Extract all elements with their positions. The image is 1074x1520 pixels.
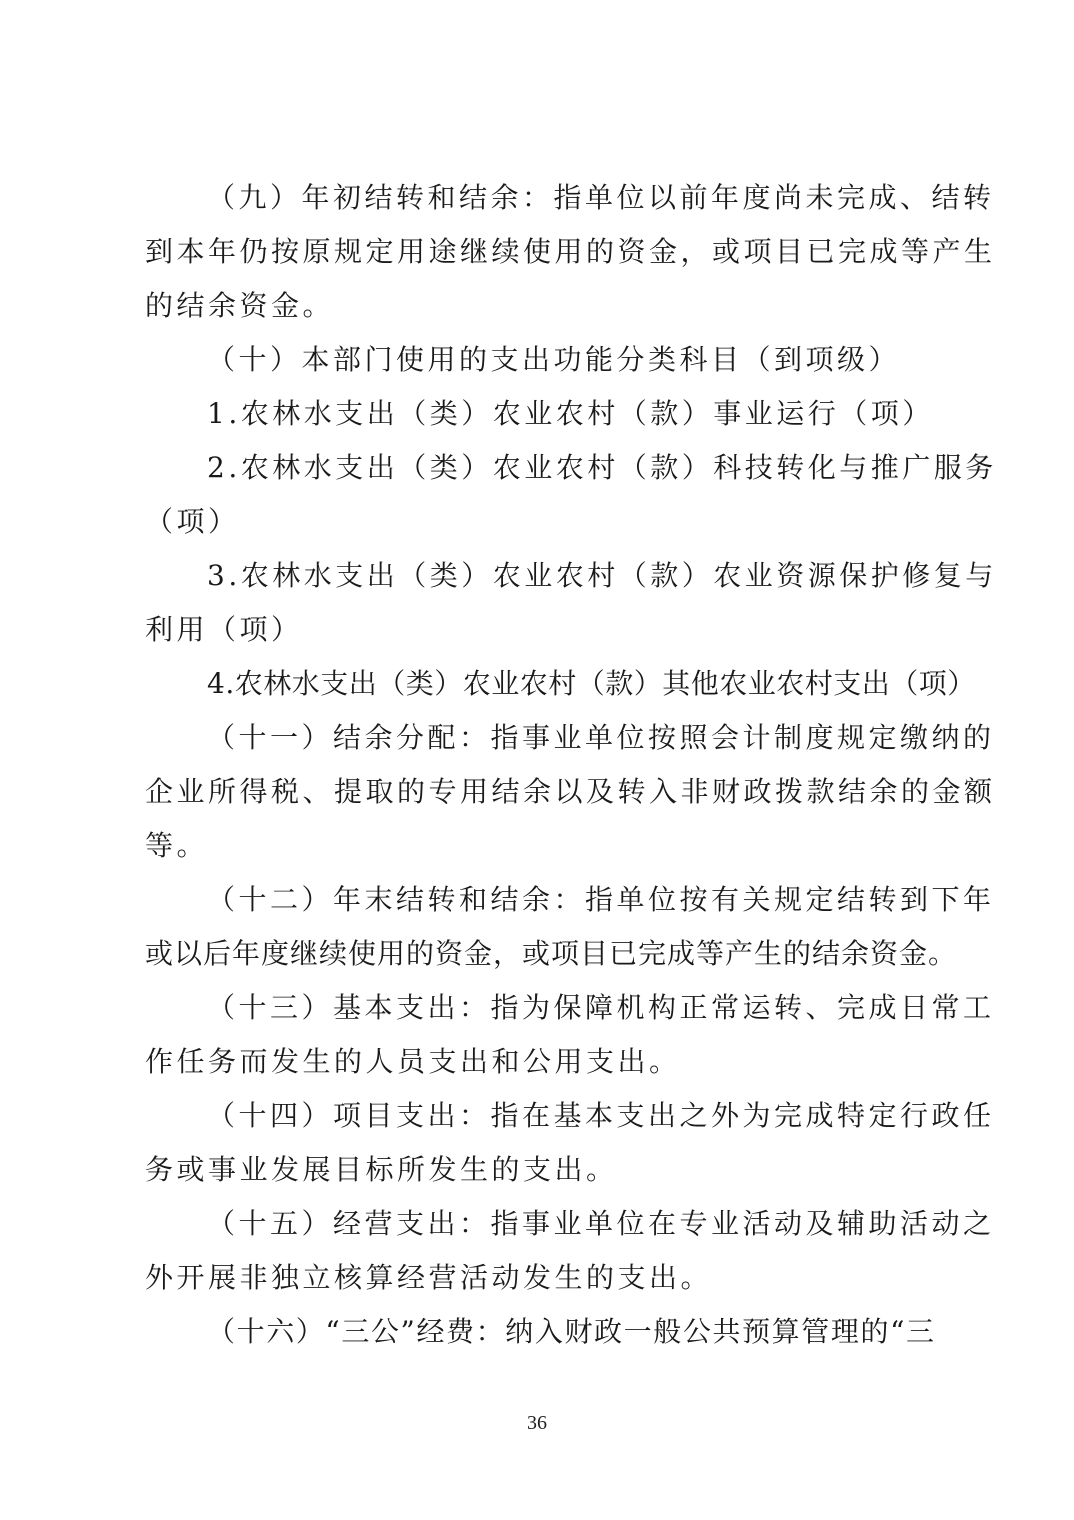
text-line: 4.农林水支出（类）农业农村（款）其他农业农村支出（项） [207,667,976,700]
text-line: （十二）年末结转和结余：指单位按有关规定结转到下年 [207,883,995,916]
text-line: （十六）“三公”经费：纳入财政一般公共预算管理的“三 [207,1315,935,1348]
text-line: （十四）项目支出：指在基本支出之外为完成特定行政任 [207,1099,995,1132]
text-line: （十一）结余分配：指事业单位按照会计制度规定缴纳的 [207,721,995,754]
text-line: 或以后年度继续使用的资金，或项目已完成等产生的结余资金。 [145,937,958,970]
text-line: 作任务而发生的人员支出和公用支出。 [145,1045,681,1078]
page-number: 36 [527,1412,547,1434]
text-line: （十五）经营支出：指事业单位在专业活动及辅助活动之 [207,1207,995,1240]
text-line: （九）年初结转和结余：指单位以前年度尚未完成、结转 [207,181,995,214]
text-line: （项） [145,505,240,538]
text-line: 1.农林水支出（类）农业农村（款）事业运行（项） [207,397,934,430]
text-line: 外开展非独立核算经营活动发生的支出。 [145,1261,713,1294]
text-line: 企业所得税、提取的专用结余以及转入非财政拨款结余的金额 [145,775,996,808]
text-line: 利用（项） [145,613,303,646]
text-line: 2.农林水支出（类）农业农村（款）科技转化与推广服务 [207,451,997,484]
text-line: （十三）基本支出：指为保障机构正常运转、完成日常工 [207,991,995,1024]
text-line: 务或事业发展目标所发生的支出。 [145,1153,618,1186]
text-line: 的结余资金。 [145,289,335,322]
text-line: 3.农林水支出（类）农业农村（款）农业资源保护修复与 [207,559,997,592]
text-line: 等。 [145,829,209,862]
text-line: （十）本部门使用的支出功能分类科目（到项级） [207,343,901,376]
text-line: 到本年仍按原规定用途继续使用的资金，或项目已完成等产生 [145,235,996,268]
